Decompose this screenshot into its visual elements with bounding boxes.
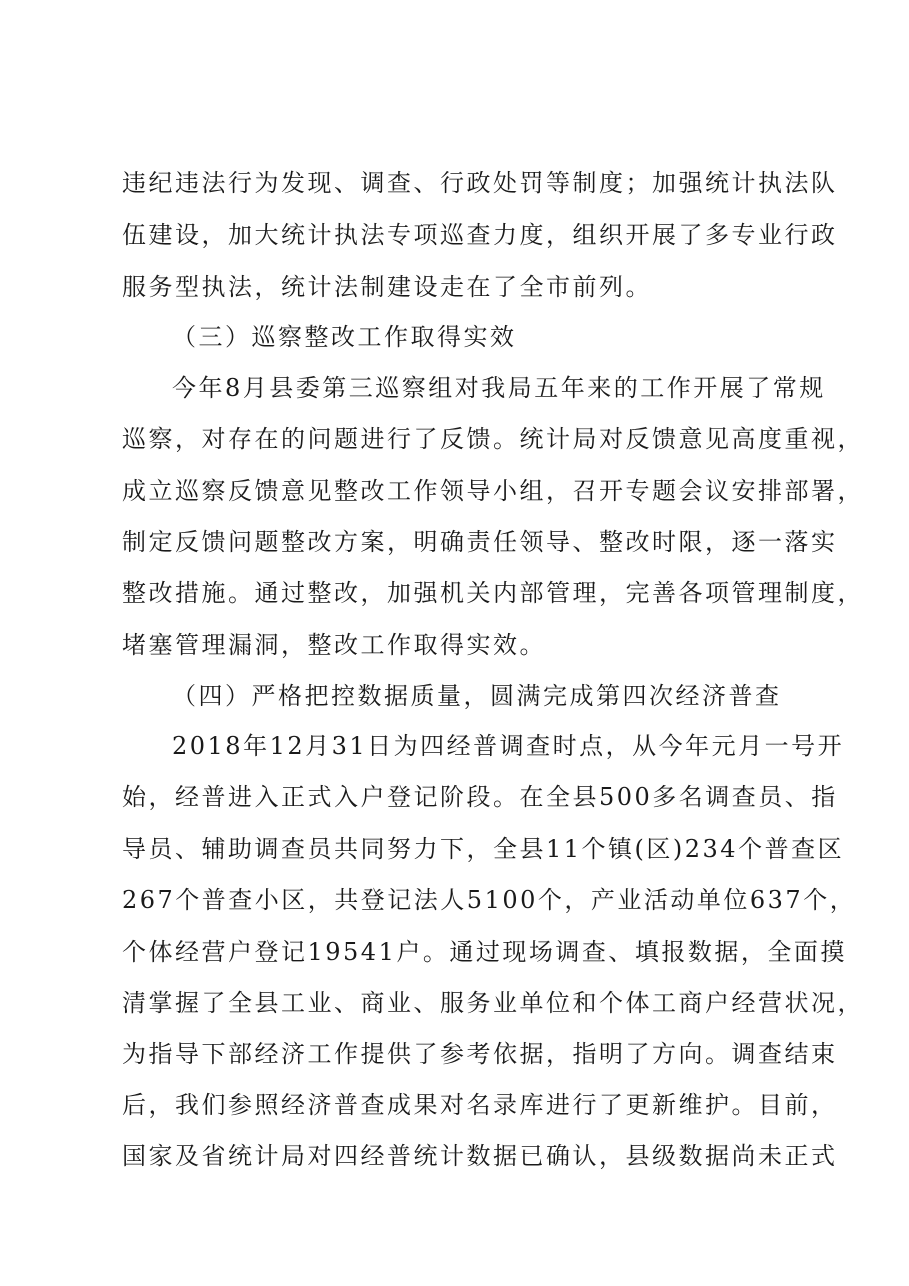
text-line: 始，经普进入正式入户登记阶段。在全县500多名调查员、指 (122, 783, 838, 811)
text-line: 今年8月县委第三巡察组对我局五年来的工作开展了常规 (172, 374, 826, 402)
section-heading: （四）严格把控数据质量，圆满完成第四次经济普查 (172, 682, 782, 710)
text-line: 2018年12月31日为四经普调查时点，从今年元月一号开 (172, 732, 845, 760)
text-line: 个体经营户登记19541户。通过现场调查、填报数据，全面摸 (122, 938, 847, 966)
text-line: 制定反馈问题整改方案，明确责任领导、整改时限，逐一落实 (122, 528, 838, 556)
text-line: 违纪违法行为发现、调查、行政处罚等制度；加强统计执法队 (122, 169, 838, 197)
text-line: 清掌握了全县工业、商业、服务业单位和个体工商户经营状况， (122, 989, 864, 1017)
text-line: 后，我们参照经济普查成果对名录库进行了更新维护。目前， (122, 1091, 838, 1119)
text-line: 国家及省统计局对四经普统计数据已确认，县级数据尚未正式 (122, 1142, 838, 1170)
text-line: 堵塞管理漏洞，整改工作取得实效。 (122, 631, 546, 659)
text-line: 伍建设，加大统计执法专项巡查力度，组织开展了多专业行政 (122, 221, 838, 249)
text-line: 成立巡察反馈意见整改工作领导小组，召开专题会议安排部署， (122, 477, 864, 505)
text-line: 整改措施。通过整改，加强机关内部管理，完善各项管理制度， (122, 579, 864, 607)
section-heading: （三）巡察整改工作取得实效 (172, 323, 517, 351)
text-line: 267个普查小区，共登记法人5100个，产业活动单位637个， (122, 886, 857, 914)
text-line: 服务型执法，统计法制建设走在了全市前列。 (122, 273, 652, 301)
text-line: 为指导下部经济工作提供了参考依据，指明了方向。调查结束 (122, 1040, 838, 1068)
text-line: 巡察，对存在的问题进行了反馈。统计局对反馈意见高度重视， (122, 425, 864, 453)
text-line: 导员、辅助调查员共同努力下，全县11个镇(区)234个普查区 (122, 835, 845, 863)
